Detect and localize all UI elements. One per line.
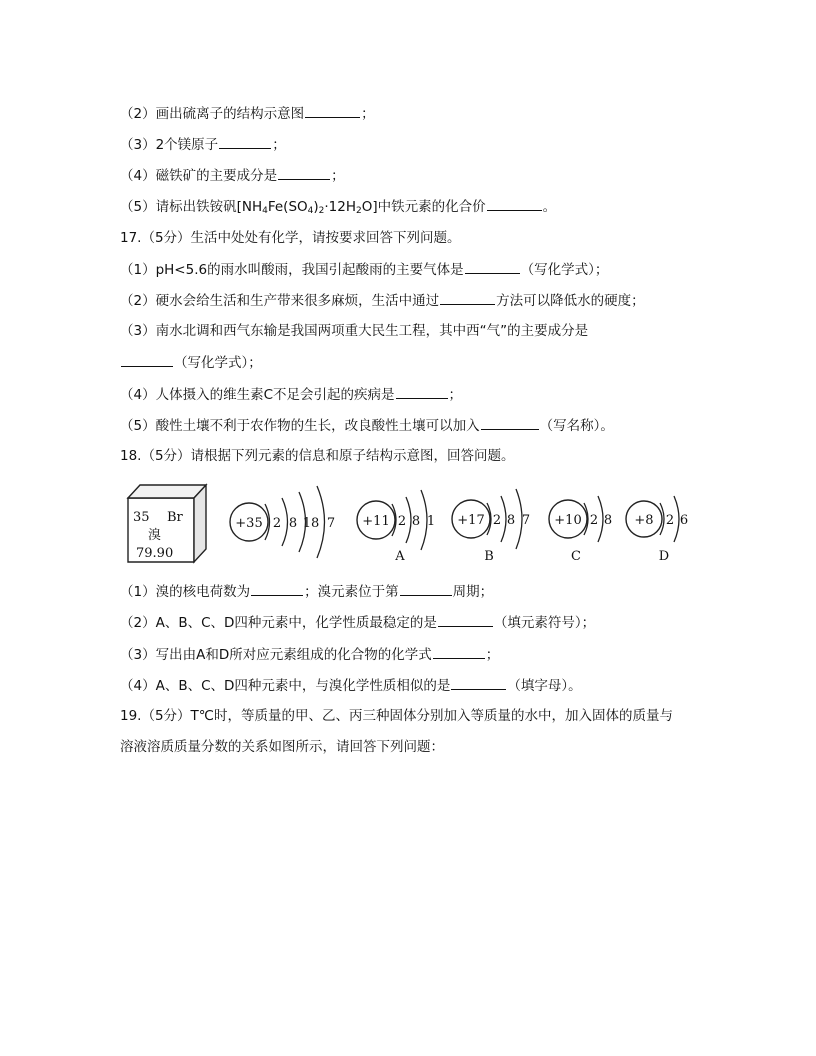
answer-blank[interactable] bbox=[305, 103, 360, 118]
atom-b-label: B bbox=[484, 549, 494, 564]
q17-item-1: （1）pH<5.6的雨水叫酸雨，我国引起酸雨的主要气体是 （写化学式）； bbox=[120, 259, 608, 280]
atom-c-label: C bbox=[571, 549, 581, 564]
answer-blank[interactable] bbox=[465, 259, 520, 274]
q16-item-3: （3）2个镁原子 ； bbox=[120, 134, 286, 155]
atom-b-shell-2: 8 bbox=[506, 513, 516, 528]
q16-item-2: （2）画出硫离子的结构示意图 ； bbox=[120, 103, 375, 124]
q18-item-1: （1）溴的核电荷数为 ；溴元素位于第 周期； bbox=[120, 581, 493, 602]
q17-item-5: （5）酸性土壤不利于农作物的生长，改良酸性土壤可以加入 （写名称）。 bbox=[120, 415, 614, 436]
atom-a-label: A bbox=[395, 549, 405, 564]
q17-item-4: （4）人体摄入的维生素C不足会引起的疾病是 ； bbox=[120, 384, 462, 405]
bromine-shell-4: 7 bbox=[326, 516, 336, 531]
atom-b-diagram bbox=[452, 489, 530, 564]
atom-d-diagram bbox=[626, 496, 688, 564]
answer-blank[interactable] bbox=[438, 612, 493, 627]
atom-a-nucleus: +11 bbox=[362, 514, 390, 529]
answer-blank[interactable] bbox=[396, 384, 448, 399]
atom-b-nucleus: +17 bbox=[457, 513, 485, 528]
bromine-shell-1: 2 bbox=[272, 516, 282, 531]
q19-heading-cont: 溶液溶质质量分数的关系如图所示，请回答下列问题： bbox=[120, 739, 444, 755]
answer-blank[interactable] bbox=[219, 134, 271, 149]
q18-heading: 18.（5分）请根据下列元素的信息和原子结构示意图，回答问题。 bbox=[120, 448, 515, 464]
bromine-shell-2: 8 bbox=[288, 516, 298, 531]
atom-b-shell-1: 2 bbox=[492, 513, 502, 528]
answer-blank[interactable] bbox=[440, 290, 495, 305]
q17-heading: 17.（5分）生活中处处有化学，请按要求回答下列问题。 bbox=[120, 230, 461, 246]
atom-d-nucleus: +8 bbox=[634, 513, 654, 528]
atom-a-shell-1: 2 bbox=[397, 514, 407, 529]
answer-blank[interactable] bbox=[251, 581, 303, 596]
bromine-atom-diagram bbox=[230, 486, 335, 558]
answer-blank[interactable] bbox=[278, 165, 330, 180]
atom-a-diagram bbox=[357, 490, 435, 564]
answer-blank[interactable] bbox=[487, 196, 542, 211]
atomic-structure-figure bbox=[124, 482, 704, 564]
atom-d-shell-1: 2 bbox=[665, 513, 675, 528]
answer-blank[interactable] bbox=[400, 581, 452, 596]
q16-item-5: （5）请标出铁铵矾$[NH_4Fe(SO_4)_2\cdot 12H_2O]$中铁元素的化合价 。 bbox=[120, 196, 556, 221]
atom-c-shell-1: 2 bbox=[589, 513, 599, 528]
atom-d-label: D bbox=[658, 549, 670, 564]
element-card-symbol: Br bbox=[167, 510, 183, 525]
answer-blank[interactable] bbox=[451, 675, 506, 690]
q18-item-3: （3）写出由A和D所对应元素组成的化合物的化学式 ； bbox=[120, 644, 499, 665]
bromine-nucleus: +35 bbox=[235, 516, 263, 531]
q17-item-3: （3）南水北调和西气东输是我国两项重大民生工程，其中西“气”的主要成分是 bbox=[120, 323, 589, 339]
atom-c-diagram bbox=[549, 496, 612, 564]
answer-blank[interactable] bbox=[433, 644, 485, 659]
atom-a-shell-3: 1 bbox=[426, 514, 436, 529]
bromine-shell-3: 18 bbox=[302, 516, 320, 531]
atom-b-shell-3: 7 bbox=[521, 513, 531, 528]
element-card-number: 35 bbox=[133, 510, 150, 525]
answer-blank[interactable] bbox=[121, 352, 173, 367]
q19-heading: 19.（5分）T℃时，等质量的甲、乙、丙三种固体分别加入等质量的水中，加入固体的质量与 bbox=[120, 708, 673, 724]
atom-a-shell-2: 8 bbox=[411, 514, 421, 529]
q16-item-4: （4）磁铁矿的主要成分是 ； bbox=[120, 165, 345, 186]
atom-d-shell-2: 6 bbox=[679, 513, 689, 528]
q18-item-2: （2）A、B、C、D四种元素中，化学性质最稳定的是 （填元素符号）； bbox=[120, 612, 595, 633]
q18-item-4: （4）A、B、C、D四种元素中，与溴化学性质相似的是 （填字母）。 bbox=[120, 675, 582, 696]
answer-blank[interactable] bbox=[481, 415, 539, 430]
q17-item-3-cont: （写化学式）； bbox=[120, 352, 262, 373]
q17-item-2: （2）硬水会给生活和生产带来很多麻烦，生活中通过 方法可以降低水的硬度； bbox=[120, 290, 645, 311]
atom-c-shell-2: 8 bbox=[603, 513, 613, 528]
element-card-mass: 79.90 bbox=[136, 546, 174, 561]
element-card-name: 溴 bbox=[148, 528, 162, 543]
atom-c-nucleus: +10 bbox=[554, 513, 582, 528]
